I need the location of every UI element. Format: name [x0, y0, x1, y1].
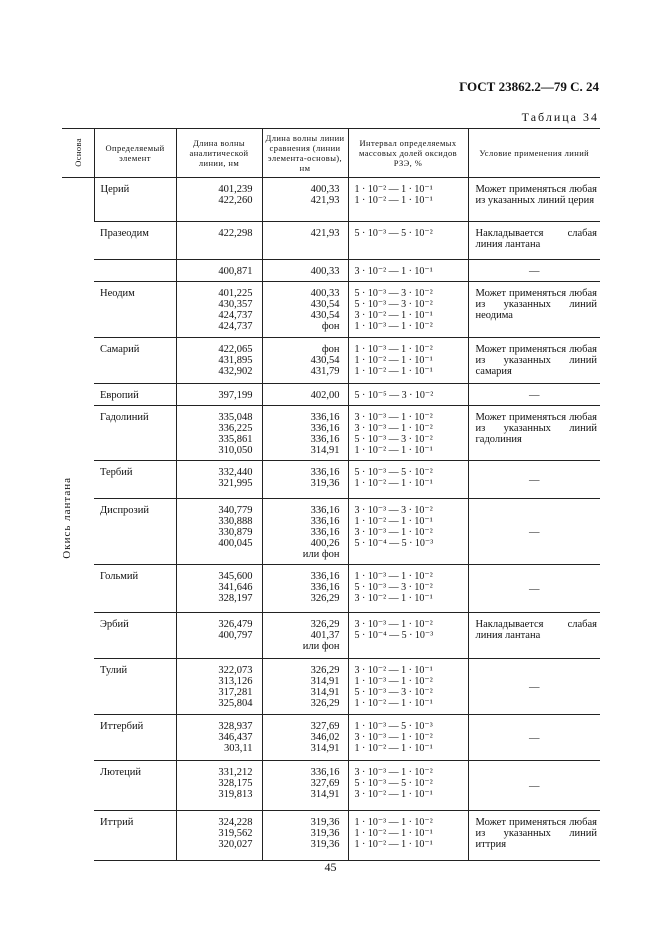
analytic-wavelength-cell: 324,228 319,562 320,027: [176, 811, 262, 861]
comparison-wavelength-cell: 326,29 401,37 или фон: [262, 613, 348, 659]
element-cell: Эрбий: [94, 613, 176, 659]
element-cell: Тулий: [94, 659, 176, 715]
interval-cell: 3 · 10⁻² — 1 · 10⁻¹: [348, 260, 468, 282]
analytic-wavelength-cell: 331,212 328,175 319,813: [176, 761, 262, 811]
analytic-wavelength-cell: 340,779 330,888 330,879 400,045: [176, 499, 262, 565]
interval-cell: 5 · 10⁻⁵ — 3 · 10⁻²: [348, 384, 468, 406]
base-cell: [62, 178, 94, 861]
analytic-wavelength-cell: 401,225 430,357 424,737 424,737: [176, 282, 262, 338]
element-cell: Церий: [94, 178, 176, 222]
condition-cell: Может применяться любая из указанных линий церия: [468, 178, 600, 222]
element-cell: Самарий: [94, 338, 176, 384]
analytic-wavelength-cell: 328,937 346,437 303,11: [176, 715, 262, 761]
table-row: [62, 613, 600, 659]
interval-cell: 5 · 10⁻³ — 5 · 10⁻²: [348, 222, 468, 260]
analytic-wavelength-cell: 422,065 431,895 432,902: [176, 338, 262, 384]
element-cell: Празеодим: [94, 222, 176, 260]
condition-cell: —: [468, 461, 600, 499]
interval-cell: 3 · 10⁻³ — 3 · 10⁻² 1 · 10⁻² — 1 · 10⁻¹ 3 · 10⁻³ — 1 · 10⁻² 5 · 10⁻⁴ — 5 · 10⁻³: [348, 499, 468, 565]
interval-cell: 1 · 10⁻³ — 1 · 10⁻² 1 · 10⁻² — 1 · 10⁻¹ 1 · 10⁻² — 1 · 10⁻¹: [348, 338, 468, 384]
table-number: Таблица 34: [521, 110, 599, 124]
analytic-wavelength-cell: 401,239 422,260: [176, 178, 262, 222]
comparison-wavelength-cell: 421,93: [262, 222, 348, 260]
comparison-wavelength-cell: 319,36 319,36 319,36: [262, 811, 348, 861]
analytic-wavelength-cell: 326,479 400,797: [176, 613, 262, 659]
condition-cell: Может применяться любая из указанных линий гадолиния: [468, 406, 600, 461]
comparison-wavelength-cell: 400,33 430,54 430,54 фон: [262, 282, 348, 338]
analytic-wavelength-cell: 422,298: [176, 222, 262, 260]
comparison-wavelength-cell: 336,16 327,69 314,91: [262, 761, 348, 811]
table-row: [62, 222, 600, 260]
comparison-wavelength-cell: 327,69 346,02 314,91: [262, 715, 348, 761]
element-cell: Европий: [94, 384, 176, 406]
page-number: 45: [324, 860, 337, 874]
condition-cell: —: [468, 761, 600, 811]
base-label: Окись лантана: [61, 476, 73, 559]
header-analytic-wavelength: Длина волны аналитической линии, нм: [176, 129, 262, 178]
comparison-wavelength-cell: 402,00: [262, 384, 348, 406]
interval-cell: 3 · 10⁻³ — 1 · 10⁻² 5 · 10⁻⁴ — 5 · 10⁻³: [348, 613, 468, 659]
comparison-wavelength-cell: 336,16 319,36: [262, 461, 348, 499]
table-row: [62, 461, 600, 499]
element-cell: Гольмий: [94, 565, 176, 613]
analytic-wavelength-cell: 332,440 321,995: [176, 461, 262, 499]
condition-cell: —: [468, 260, 600, 282]
interval-cell: 1 · 10⁻² — 1 · 10⁻¹ 1 · 10⁻² — 1 · 10⁻¹: [348, 178, 468, 222]
condition-cell: —: [468, 499, 600, 565]
header-conditions: Условие применения линий: [468, 129, 600, 178]
element-cell: Неодим: [94, 282, 176, 338]
header-base: Основа: [62, 129, 94, 178]
table-row: [62, 499, 600, 565]
element-cell: Тербий: [94, 461, 176, 499]
element-cell: [94, 260, 176, 282]
table-row: [62, 565, 600, 613]
element-cell: Гадолиний: [94, 406, 176, 461]
analytic-wavelength-cell: 345,600 341,646 328,197: [176, 565, 262, 613]
table-row: [62, 761, 600, 811]
table-row: [62, 260, 600, 282]
table-row: [62, 178, 600, 222]
document-reference: ГОСТ 23862.2—79 С. 24: [459, 79, 599, 94]
interval-cell: 5 · 10⁻³ — 3 · 10⁻² 5 · 10⁻³ — 3 · 10⁻² 3 · 10⁻² — 1 · 10⁻¹ 1 · 10⁻³ — 1 · 10⁻²: [348, 282, 468, 338]
table-row: [62, 715, 600, 761]
table-row: [62, 406, 600, 461]
interval-cell: 3 · 10⁻³ — 1 · 10⁻² 3 · 10⁻³ — 1 · 10⁻² 5 · 10⁻³ — 3 · 10⁻² 1 · 10⁻² — 1 · 10⁻¹: [348, 406, 468, 461]
condition-cell: Может применяться любая из указанных линий иттрия: [468, 811, 600, 861]
table-row: [62, 338, 600, 384]
comparison-wavelength-cell: 336,16 336,16 336,16 400,26 или фон: [262, 499, 348, 565]
condition-cell: —: [468, 659, 600, 715]
element-cell: Иттербий: [94, 715, 176, 761]
interval-cell: 1 · 10⁻³ — 5 · 10⁻³ 3 · 10⁻³ — 1 · 10⁻² 1 · 10⁻² — 1 · 10⁻¹: [348, 715, 468, 761]
comparison-wavelength-cell: 400,33: [262, 260, 348, 282]
comparison-wavelength-cell: 336,16 336,16 336,16 314,91: [262, 406, 348, 461]
comparison-wavelength-cell: 400,33 421,93: [262, 178, 348, 222]
interval-cell: 3 · 10⁻³ — 1 · 10⁻² 5 · 10⁻³ — 5 · 10⁻² 3 · 10⁻² — 1 · 10⁻¹: [348, 761, 468, 811]
header-interval: Интервал определяемых массовых долей оксидов РЗЭ, %: [348, 129, 468, 178]
condition-cell: —: [468, 715, 600, 761]
condition-cell: Может применяться любая из указанных линий самария: [468, 338, 600, 384]
header-comparison-wavelength: Длина волны линии сравнения (линии элемента-основы), нм: [262, 129, 348, 178]
interval-cell: 5 · 10⁻³ — 5 · 10⁻² 1 · 10⁻² — 1 · 10⁻¹: [348, 461, 468, 499]
analytic-wavelength-cell: 397,199: [176, 384, 262, 406]
element-cell: Диспрозий: [94, 499, 176, 565]
condition-cell: Накладывается слабая линия лантана: [468, 222, 600, 260]
element-cell: Иттрий: [94, 811, 176, 861]
interval-cell: 3 · 10⁻² — 1 · 10⁻¹ 1 · 10⁻³ — 1 · 10⁻² 5 · 10⁻³ — 3 · 10⁻² 1 · 10⁻² — 1 · 10⁻¹: [348, 659, 468, 715]
condition-cell: —: [468, 565, 600, 613]
header-element: Определяемый элемент: [94, 129, 176, 178]
interval-cell: 1 · 10⁻³ — 1 · 10⁻² 5 · 10⁻³ — 3 · 10⁻² 3 · 10⁻² — 1 · 10⁻¹: [348, 565, 468, 613]
analytic-wavelength-cell: 335,048 336,225 335,861 310,050: [176, 406, 262, 461]
condition-cell: Может применяться любая из указанных линий неодима: [468, 282, 600, 338]
table-row: [62, 811, 600, 861]
table-row: [62, 282, 600, 338]
condition-cell: —: [468, 384, 600, 406]
comparison-wavelength-cell: 326,29 314,91 314,91 326,29: [262, 659, 348, 715]
analytic-wavelength-cell: 322,073 313,126 317,281 325,804: [176, 659, 262, 715]
comparison-wavelength-cell: 336,16 336,16 326,29: [262, 565, 348, 613]
table-row: [62, 384, 600, 406]
table-header-row: [62, 129, 600, 178]
comparison-wavelength-cell: фон 430,54 431,79: [262, 338, 348, 384]
table-row: [62, 659, 600, 715]
data-table: [62, 128, 600, 861]
analytic-wavelength-cell: 400,871: [176, 260, 262, 282]
condition-cell: Накладывается слабая линия лантана: [468, 613, 600, 659]
interval-cell: 1 · 10⁻³ — 1 · 10⁻² 1 · 10⁻² — 1 · 10⁻¹ 1 · 10⁻² — 1 · 10⁻¹: [348, 811, 468, 861]
element-cell: Лютеций: [94, 761, 176, 811]
